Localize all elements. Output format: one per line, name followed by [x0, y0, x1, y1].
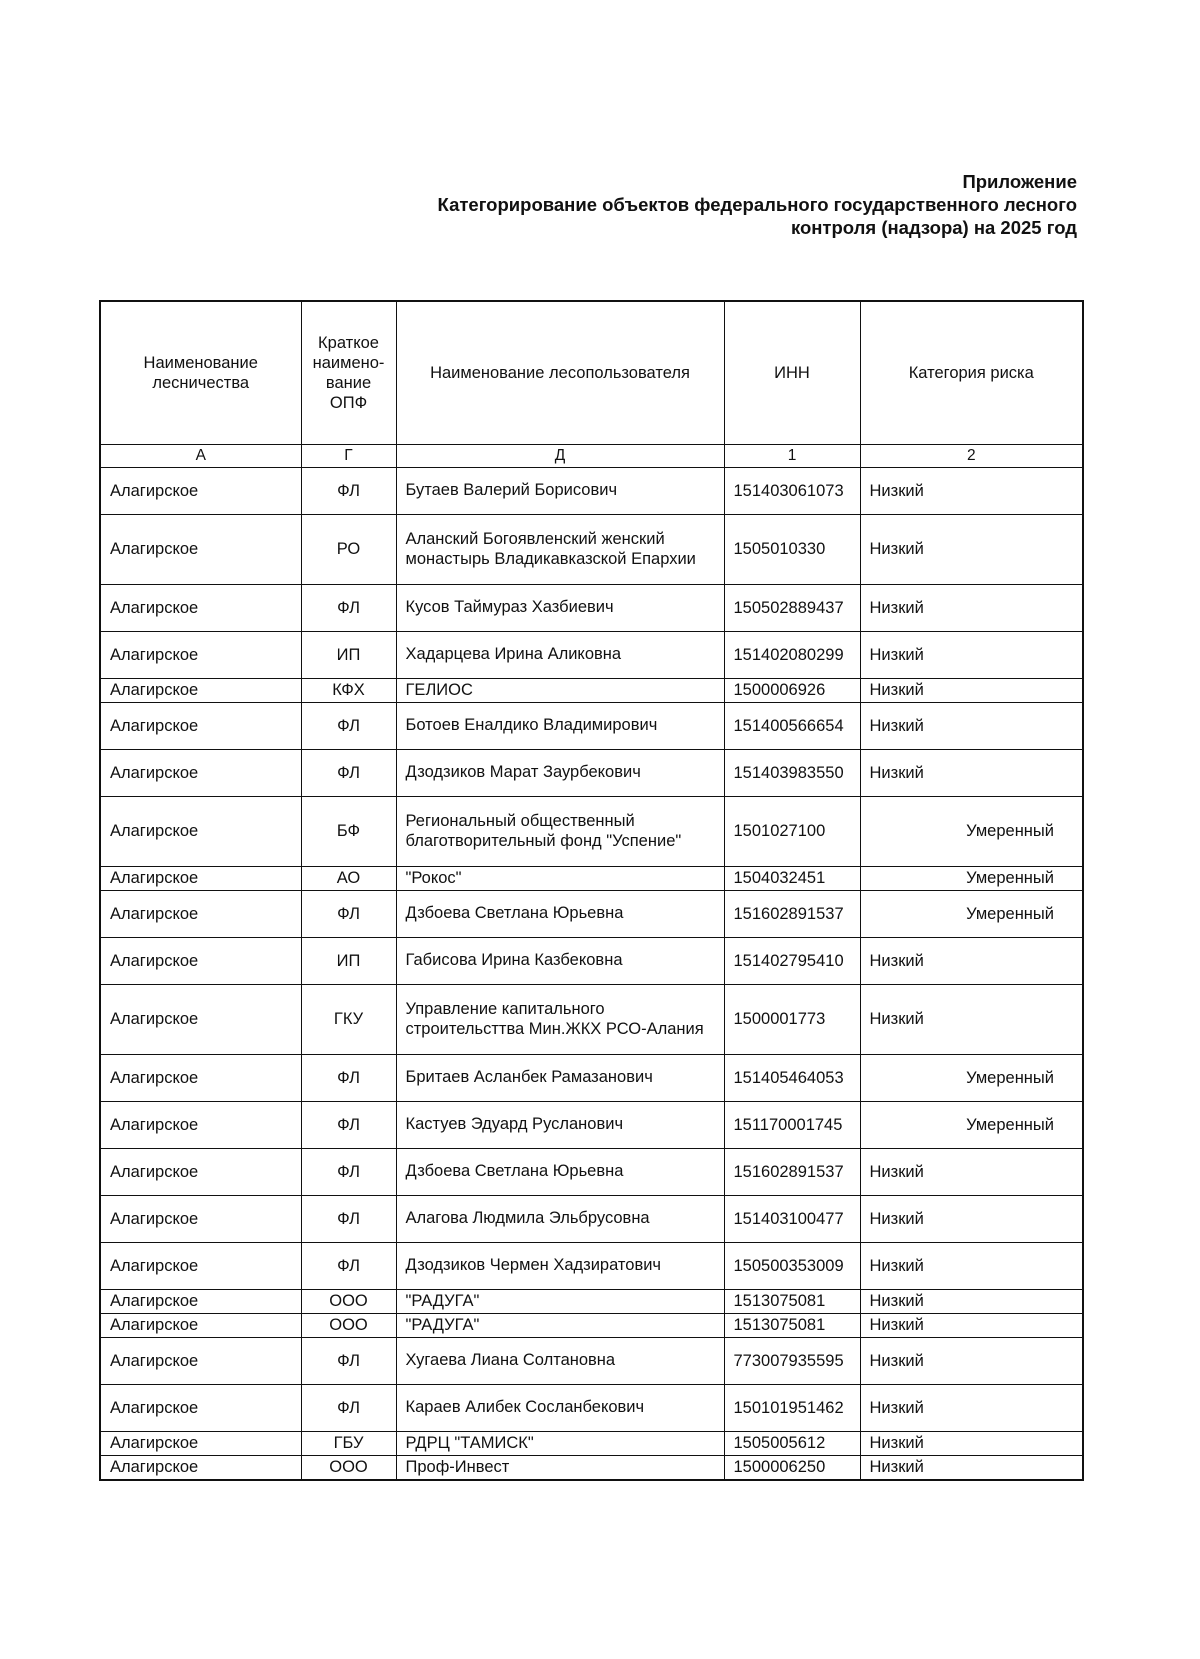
- opf-cell: КФХ: [301, 679, 396, 703]
- forestry-cell: Алагирское: [100, 985, 301, 1055]
- user-name-cell: Кастуев Эдуард Русланович: [396, 1102, 724, 1149]
- header-opf: Краткое наимено-вание ОПФ: [301, 301, 396, 445]
- forestry-cell: Алагирское: [100, 632, 301, 679]
- table-row: [100, 679, 1083, 703]
- forestry-cell: Алагирское: [100, 1385, 301, 1432]
- forestry-cell: Алагирское: [100, 1314, 301, 1338]
- forestry-cell: Алагирское: [100, 750, 301, 797]
- inn-cell: 151402080299: [724, 632, 860, 679]
- forestry-cell: Алагирское: [100, 938, 301, 985]
- opf-cell: ФЛ: [301, 1196, 396, 1243]
- user-name-cell: Дзбоева Светлана Юрьевна: [396, 891, 724, 938]
- table-row: [100, 515, 1083, 585]
- risk-cell: Умеренный: [860, 797, 1083, 867]
- forestry-cell: Алагирское: [100, 1456, 301, 1480]
- risk-cell: Низкий: [860, 750, 1083, 797]
- table-row: [100, 1243, 1083, 1290]
- table-row: [100, 585, 1083, 632]
- header-forestry: Наименование лесничества: [100, 301, 301, 445]
- user-name-cell: Ботоев Еналдико Владимирович: [396, 703, 724, 750]
- table-row: [100, 1055, 1083, 1102]
- forestry-cell: Алагирское: [100, 1338, 301, 1385]
- inn-cell: 1500006250: [724, 1456, 860, 1480]
- index-cell: 1: [724, 445, 860, 468]
- opf-cell: БФ: [301, 797, 396, 867]
- inn-cell: 151400566654: [724, 703, 860, 750]
- risk-cell: Низкий: [860, 1243, 1083, 1290]
- opf-cell: ФЛ: [301, 1338, 396, 1385]
- user-name-cell: Управление капитального строительсттва Мин.ЖКХ РСО-Алания: [396, 985, 724, 1055]
- table-row: [100, 891, 1083, 938]
- risk-cell: Умеренный: [860, 891, 1083, 938]
- user-name-cell: Аланский Богоявленский женский монастырь Владикавказской Епархии: [396, 515, 724, 585]
- user-name-cell: Алагова Людмила Эльбрусовна: [396, 1196, 724, 1243]
- risk-cell: Низкий: [860, 985, 1083, 1055]
- inn-cell: 1504032451: [724, 867, 860, 891]
- forestry-cell: Алагирское: [100, 1196, 301, 1243]
- header-inn: ИНН: [724, 301, 860, 445]
- forestry-cell: Алагирское: [100, 585, 301, 632]
- table-row: [100, 750, 1083, 797]
- opf-cell: РО: [301, 515, 396, 585]
- user-name-cell: Дзодзиков Марат Заурбекович: [396, 750, 724, 797]
- user-name-cell: Караев Алибек Сосланбекович: [396, 1385, 724, 1432]
- index-row: [100, 445, 1083, 468]
- inn-cell: 151402795410: [724, 938, 860, 985]
- table-body: [100, 468, 1083, 1480]
- inn-cell: 151403061073: [724, 468, 860, 515]
- forestry-cell: Алагирское: [100, 515, 301, 585]
- inn-cell: 1513075081: [724, 1314, 860, 1338]
- header-row: [100, 301, 1083, 445]
- risk-cell: Низкий: [860, 1196, 1083, 1243]
- opf-cell: ИП: [301, 632, 396, 679]
- forestry-cell: Алагирское: [100, 1290, 301, 1314]
- inn-cell: 151403983550: [724, 750, 860, 797]
- opf-cell: ФЛ: [301, 585, 396, 632]
- opf-cell: АО: [301, 867, 396, 891]
- opf-cell: ФЛ: [301, 1149, 396, 1196]
- table-row: [100, 1338, 1083, 1385]
- user-name-cell: Хадарцева Ирина Аликовна: [396, 632, 724, 679]
- table-row: [100, 1290, 1083, 1314]
- inn-cell: 151403100477: [724, 1196, 860, 1243]
- risk-cell: Низкий: [860, 679, 1083, 703]
- inn-cell: 1513075081: [724, 1290, 860, 1314]
- risk-cell: Низкий: [860, 1456, 1083, 1480]
- forestry-cell: Алагирское: [100, 468, 301, 515]
- table-row: [100, 797, 1083, 867]
- index-cell: 2: [860, 445, 1083, 468]
- user-name-cell: Дзбоева Светлана Юрьевна: [396, 1149, 724, 1196]
- inn-cell: 151602891537: [724, 1149, 860, 1196]
- risk-cell: Низкий: [860, 585, 1083, 632]
- risk-cell: Умеренный: [860, 1055, 1083, 1102]
- table-row: [100, 703, 1083, 750]
- opf-cell: ФЛ: [301, 1102, 396, 1149]
- table-row: [100, 867, 1083, 891]
- risk-cell: Низкий: [860, 515, 1083, 585]
- table-row: [100, 1456, 1083, 1480]
- title-line-1: Приложение: [962, 171, 1077, 192]
- inn-cell: 1505010330: [724, 515, 860, 585]
- forest-control-table: [99, 300, 1084, 1481]
- user-name-cell: "РАДУГА": [396, 1290, 724, 1314]
- risk-cell: Низкий: [860, 1385, 1083, 1432]
- risk-cell: Низкий: [860, 632, 1083, 679]
- header-user-name: Наименование лесопользователя: [396, 301, 724, 445]
- risk-cell: Низкий: [860, 938, 1083, 985]
- inn-cell: 151170001745: [724, 1102, 860, 1149]
- risk-cell: Низкий: [860, 1338, 1083, 1385]
- inn-cell: 151405464053: [724, 1055, 860, 1102]
- index-cell: А: [100, 445, 301, 468]
- table-row: [100, 1314, 1083, 1338]
- user-name-cell: Бритаев Асланбек Рамазанович: [396, 1055, 724, 1102]
- inn-cell: 150500353009: [724, 1243, 860, 1290]
- user-name-cell: Бутаев Валерий Борисович: [396, 468, 724, 515]
- user-name-cell: Кусов Таймураз Хазбиевич: [396, 585, 724, 632]
- title-line-2: Категорирование объектов федерального государственного лесного: [437, 194, 1077, 215]
- opf-cell: ФЛ: [301, 1243, 396, 1290]
- forestry-cell: Алагирское: [100, 1102, 301, 1149]
- table-row: [100, 985, 1083, 1055]
- forestry-cell: Алагирское: [100, 1243, 301, 1290]
- user-name-cell: Габисова Ирина Казбековна: [396, 938, 724, 985]
- table-row: [100, 468, 1083, 515]
- user-name-cell: РДРЦ "ТАМИСК": [396, 1432, 724, 1456]
- opf-cell: ФЛ: [301, 1055, 396, 1102]
- risk-cell: Низкий: [860, 468, 1083, 515]
- table-row: [100, 1385, 1083, 1432]
- risk-cell: Низкий: [860, 703, 1083, 750]
- forestry-cell: Алагирское: [100, 797, 301, 867]
- risk-cell: Низкий: [860, 1432, 1083, 1456]
- risk-cell: Умеренный: [860, 1102, 1083, 1149]
- index-cell: Д: [396, 445, 724, 468]
- opf-cell: ООО: [301, 1314, 396, 1338]
- table-row: [100, 1102, 1083, 1149]
- forestry-cell: Алагирское: [100, 1149, 301, 1196]
- document-title: [438, 170, 1077, 239]
- inn-cell: 151602891537: [724, 891, 860, 938]
- user-name-cell: Хугаева Лиана Солтановна: [396, 1338, 724, 1385]
- opf-cell: ФЛ: [301, 750, 396, 797]
- table-row: [100, 632, 1083, 679]
- table-row: [100, 1196, 1083, 1243]
- forestry-cell: Алагирское: [100, 1055, 301, 1102]
- opf-cell: ФЛ: [301, 891, 396, 938]
- inn-cell: 150101951462: [724, 1385, 860, 1432]
- opf-cell: ФЛ: [301, 703, 396, 750]
- risk-cell: Низкий: [860, 1149, 1083, 1196]
- opf-cell: ООО: [301, 1456, 396, 1480]
- header-risk: Категория риска: [860, 301, 1083, 445]
- table-row: [100, 1432, 1083, 1456]
- user-name-cell: ГЕЛИОС: [396, 679, 724, 703]
- user-name-cell: Региональный общественный благотворительный фонд "Успение": [396, 797, 724, 867]
- opf-cell: ФЛ: [301, 468, 396, 515]
- risk-cell: Низкий: [860, 1290, 1083, 1314]
- inn-cell: 773007935595: [724, 1338, 860, 1385]
- opf-cell: ООО: [301, 1290, 396, 1314]
- opf-cell: ФЛ: [301, 1385, 396, 1432]
- inn-cell: 1505005612: [724, 1432, 860, 1456]
- forestry-cell: Алагирское: [100, 703, 301, 750]
- risk-cell: Низкий: [860, 1314, 1083, 1338]
- user-name-cell: Проф-Инвест: [396, 1456, 724, 1480]
- inn-cell: 150502889437: [724, 585, 860, 632]
- inn-cell: 1500001773: [724, 985, 860, 1055]
- forestry-cell: Алагирское: [100, 679, 301, 703]
- opf-cell: ИП: [301, 938, 396, 985]
- risk-cell: Умеренный: [860, 867, 1083, 891]
- inn-cell: 1501027100: [724, 797, 860, 867]
- user-name-cell: "Рокос": [396, 867, 724, 891]
- inn-cell: 1500006926: [724, 679, 860, 703]
- opf-cell: ГКУ: [301, 985, 396, 1055]
- forestry-cell: Алагирское: [100, 867, 301, 891]
- user-name-cell: Дзодзиков Чермен Хадзиратович: [396, 1243, 724, 1290]
- forestry-cell: Алагирское: [100, 1432, 301, 1456]
- table-row: [100, 1149, 1083, 1196]
- title-line-3: контроля (надзора) на 2025 год: [790, 217, 1077, 238]
- forestry-cell: Алагирское: [100, 891, 301, 938]
- user-name-cell: "РАДУГА": [396, 1314, 724, 1338]
- index-cell: Г: [301, 445, 396, 468]
- opf-cell: ГБУ: [301, 1432, 396, 1456]
- table-row: [100, 938, 1083, 985]
